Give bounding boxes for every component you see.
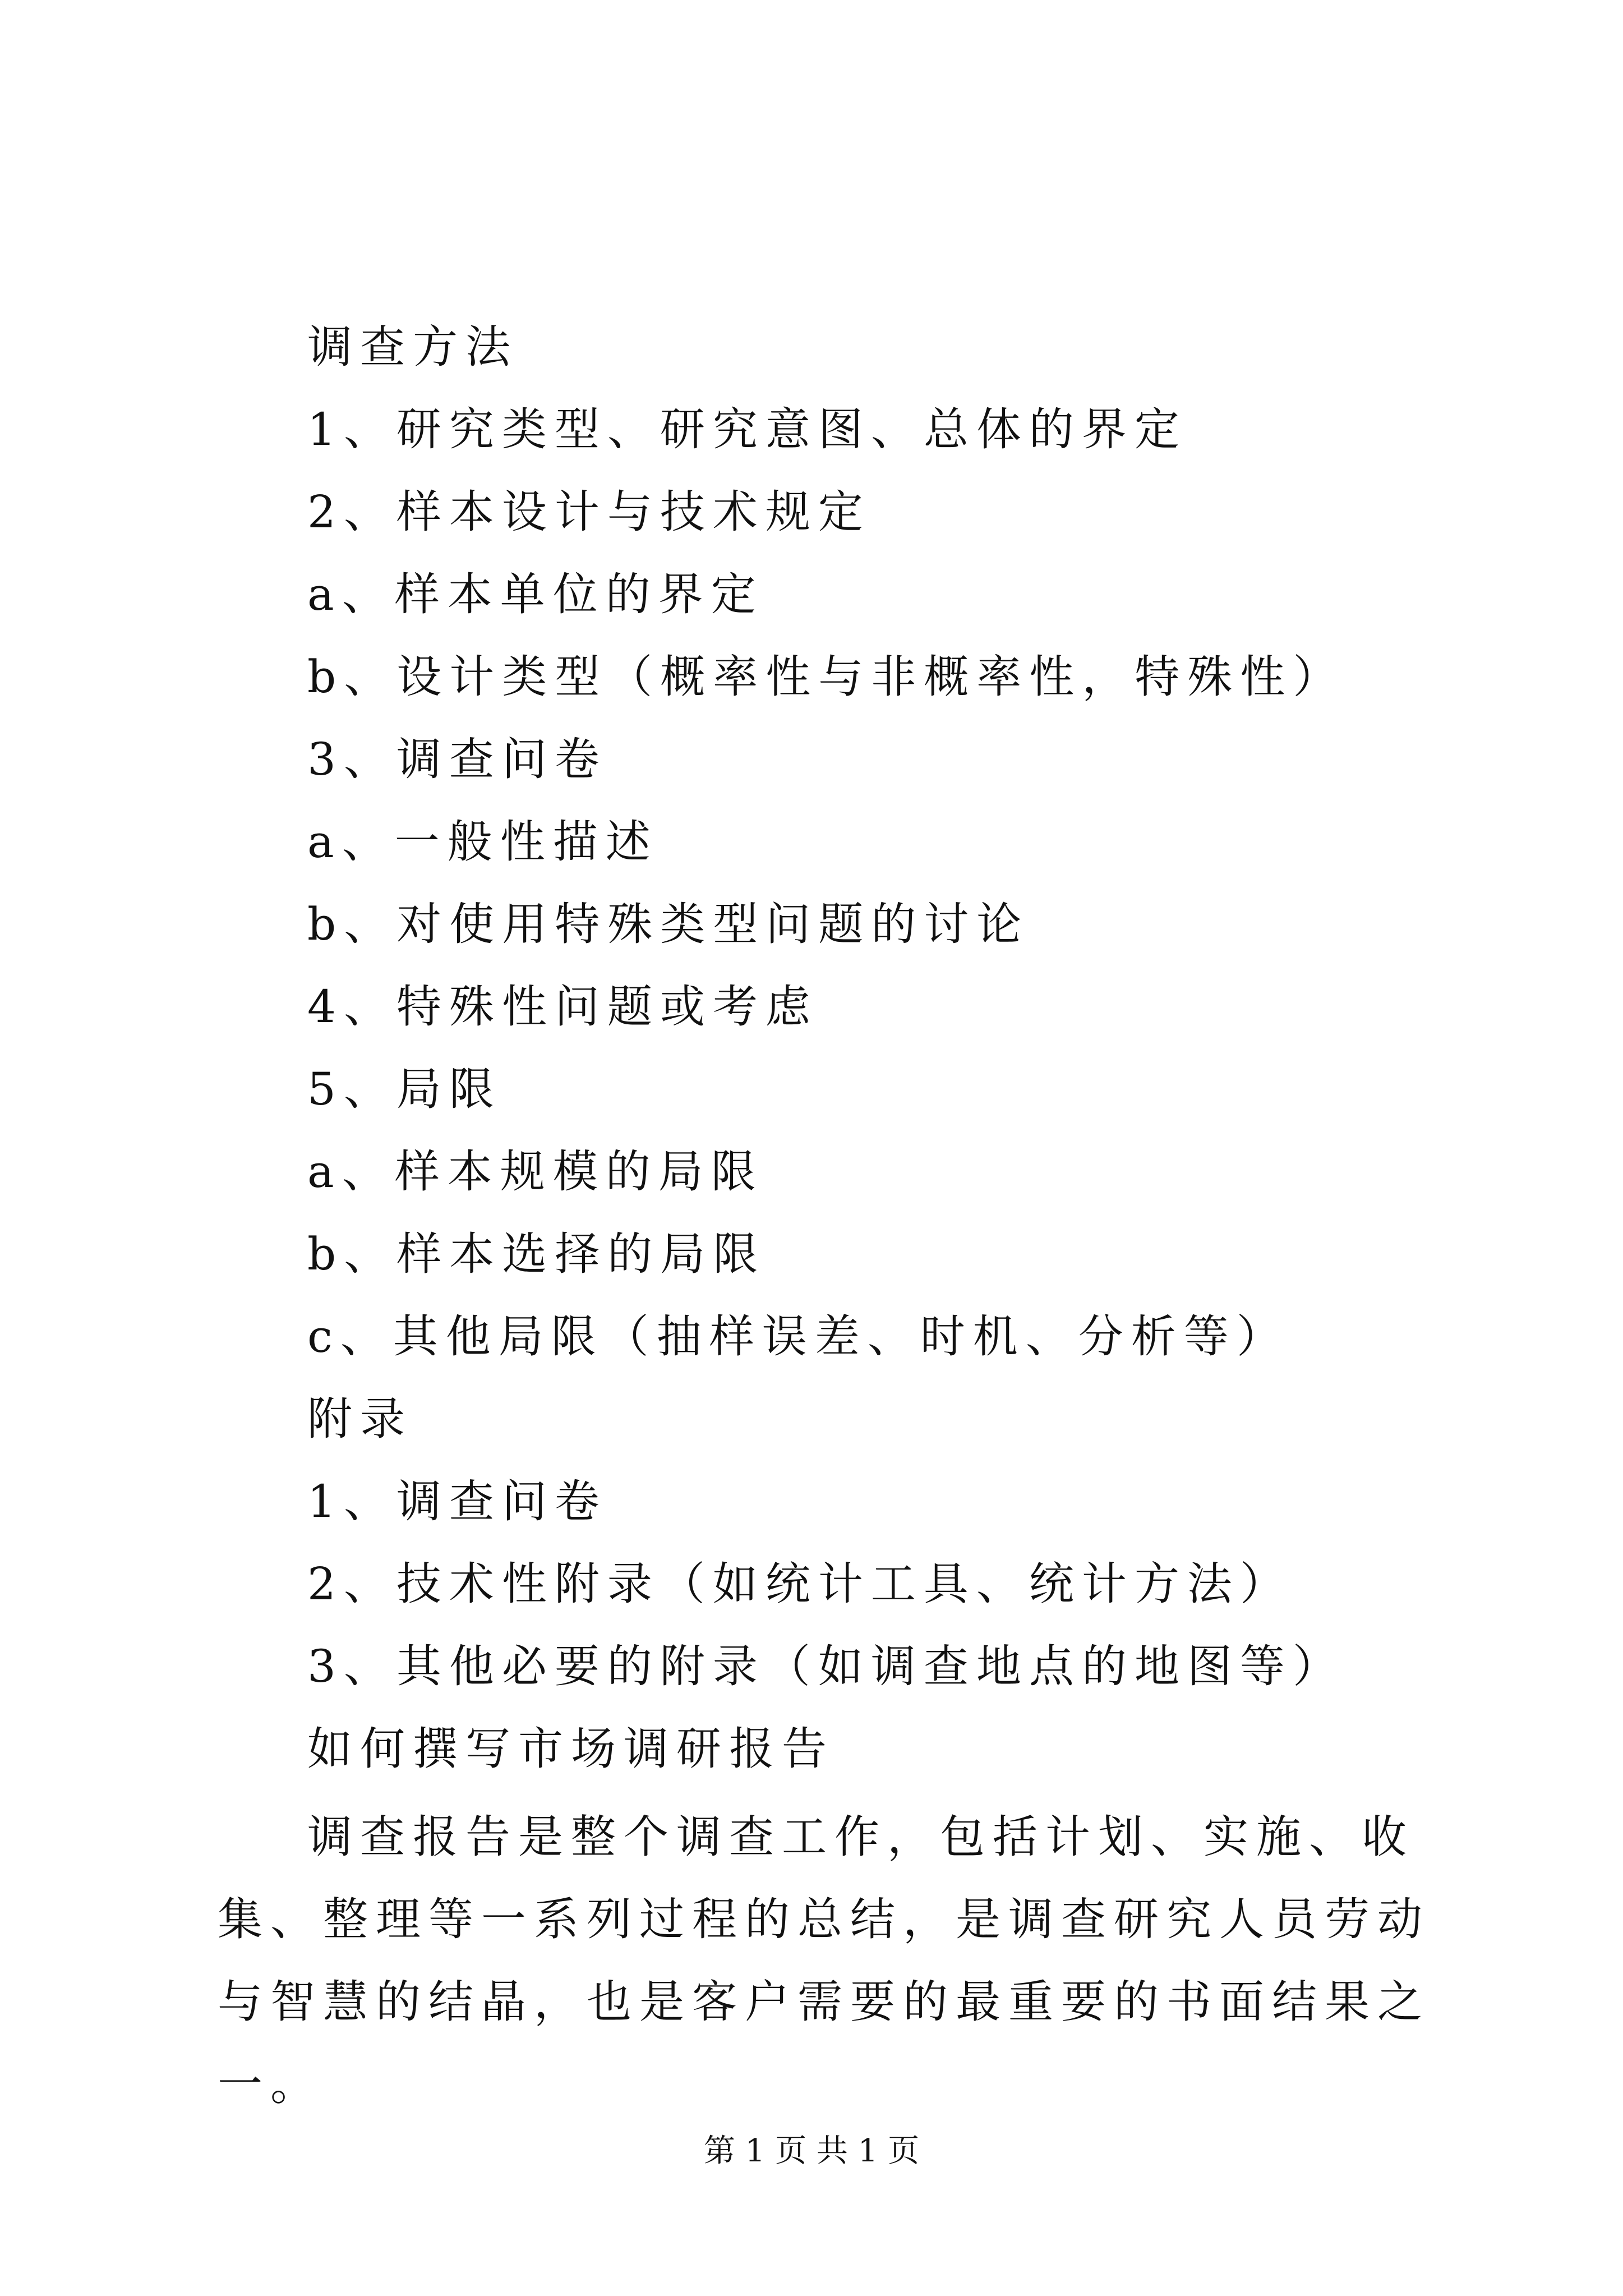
list-item: b、样本选择的局限	[307, 1228, 766, 1280]
list-item: a、样本规模的局限	[307, 1145, 764, 1198]
document-body	[218, 306, 1440, 2125]
list-item: 1、研究类型、研究意图、总体的界定	[307, 403, 1187, 455]
list-item: 3、调查问卷	[307, 733, 607, 785]
list-item: a、样本单位的界定	[307, 568, 764, 620]
list-item: 4、特殊性问题或考虑	[307, 981, 818, 1033]
list-item: b、对使用特殊类型问题的讨论	[307, 898, 1030, 950]
page-footer: 第 1 页 共 1 页	[703, 2133, 920, 2169]
list-item: 5、局限	[307, 1063, 502, 1115]
section-heading-report: 如何撰写市场调研报告	[307, 1723, 834, 1775]
list-item: 1、调查问卷	[307, 1475, 607, 1527]
list-item: 2、技术性附录（如统计工具、统计方法）	[307, 1558, 1293, 1610]
section-heading-appendix: 附录	[307, 1393, 413, 1445]
list-item: b、设计类型（概率性与非概率性，特殊性）	[307, 651, 1346, 703]
list-item: 2、样本设计与技术规定	[307, 486, 871, 538]
list-item: a、一般性描述	[307, 816, 658, 868]
section-heading-methods: 调查方法	[307, 321, 518, 373]
list-item: 3、其他必要的附录（如调查地点的地图等）	[307, 1640, 1345, 1692]
list-item: c、其他局限（抽样误差、时机、分析等）	[307, 1310, 1289, 1363]
body-paragraph: 调查报告是整个调查工作，包括计划、实施、收集、整理等一系列过程的总结，是调查研究人员劳动与智慧的结晶，也是客户需要的最重要的书面结果之一。	[218, 1811, 1430, 2110]
